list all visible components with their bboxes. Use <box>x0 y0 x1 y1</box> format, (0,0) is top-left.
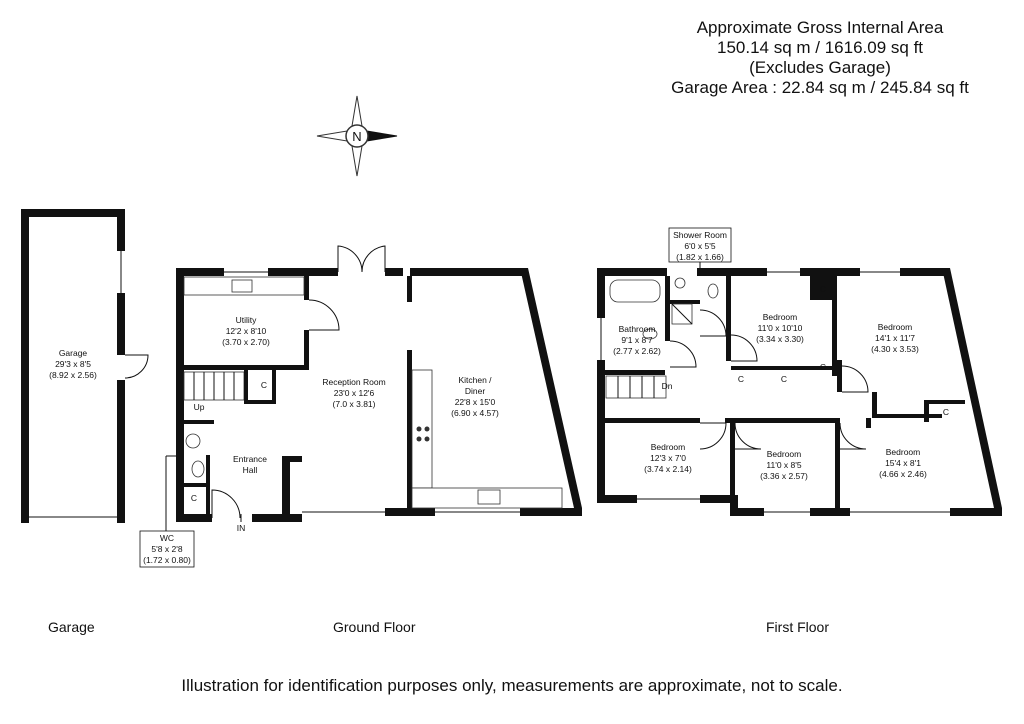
room-metric: (3.36 x 2.57) <box>760 471 808 481</box>
room-dims: 12'3 x 7'0 <box>650 453 686 463</box>
entry-label: IN <box>236 523 246 533</box>
first-floor-plan <box>597 228 1002 516</box>
ground-floor-plan <box>140 246 582 567</box>
stairs-down-label: Dn <box>661 381 673 391</box>
room-metric: (1.82 x 1.66) <box>676 252 724 262</box>
room-dims: 11'0 x 8'5 <box>766 460 802 470</box>
compass-icon <box>317 96 397 176</box>
room-name: Bedroom <box>766 449 802 459</box>
room-dims: 12'2 x 8'10 <box>225 326 267 336</box>
room-dims: 6'0 x 5'5 <box>684 241 716 251</box>
area-title: Approximate Gross Internal Area <box>696 18 944 37</box>
room-dims: 29'3 x 8'5 <box>55 359 91 369</box>
room-metric: (7.0 x 3.81) <box>332 399 376 409</box>
room-dims: 14'1 x 11'7 <box>875 333 915 343</box>
disclaimer: Illustration for identification purposes only, measurements are approximate, not to scale. <box>181 676 843 695</box>
floor-label-garage: Garage <box>48 619 95 635</box>
room-metric: (6.90 x 4.57) <box>451 408 499 418</box>
room-metric: (3.74 x 2.14) <box>644 464 692 474</box>
cupboard-label: C <box>942 407 950 417</box>
room-metric: (1.72 x 0.80) <box>143 555 191 565</box>
garage-plan <box>21 209 148 523</box>
cupboard-label: C <box>190 493 198 503</box>
room-name: WC <box>159 533 175 543</box>
room-dims: 15'4 x 8'1 <box>885 458 921 468</box>
compass-label: N <box>352 129 362 144</box>
room-name: Entrance <box>232 454 268 464</box>
room-name: Kitchen / <box>458 375 492 385</box>
cupboard-label: C <box>260 380 268 390</box>
area-note: (Excludes Garage) <box>749 58 891 77</box>
area-garage: Garage Area : 22.84 sq m / 245.84 sq ft <box>671 78 969 97</box>
room-dims: 5'8 x 2'8 <box>151 544 183 554</box>
room-name: Shower Room <box>673 230 727 240</box>
room-metric: (4.30 x 3.53) <box>871 344 919 354</box>
room-metric: (2.77 x 2.62) <box>613 346 661 356</box>
room-name: Reception Room <box>322 377 386 387</box>
room-name: Utility <box>235 315 257 325</box>
area-total: 150.14 sq m / 1616.09 sq ft <box>716 38 924 57</box>
room-name-2: Diner <box>464 386 486 396</box>
cupboard-label: C <box>780 374 788 384</box>
room-dims: 9'1 x 8'7 <box>621 335 653 345</box>
room-name: Bedroom <box>762 312 798 322</box>
room-metric: (4.66 x 2.46) <box>879 469 927 479</box>
room-name: Bedroom <box>650 442 686 452</box>
room-metric: (3.70 x 2.70) <box>222 337 270 347</box>
room-metric: (8.92 x 2.56) <box>49 370 97 380</box>
stairs-up-label: Up <box>193 402 205 412</box>
floor-label-ground: Ground Floor <box>333 619 416 635</box>
cupboard-label: C <box>819 284 827 294</box>
room-name: Bathroom <box>618 324 656 334</box>
room-dims: 11'0 x 10'10 <box>757 323 803 333</box>
room-name-2: Hall <box>242 465 258 475</box>
cupboard-label: C <box>819 362 827 372</box>
room-metric: (3.34 x 3.30) <box>756 334 804 344</box>
floor-label-first: First Floor <box>766 619 829 635</box>
room-name: Bedroom <box>877 322 913 332</box>
room-name: Garage <box>58 348 88 358</box>
room-name: Bedroom <box>885 447 921 457</box>
cupboard-label: C <box>737 374 745 384</box>
room-dims: 23'0 x 12'6 <box>333 388 375 398</box>
room-dims: 22'8 x 15'0 <box>454 397 496 407</box>
